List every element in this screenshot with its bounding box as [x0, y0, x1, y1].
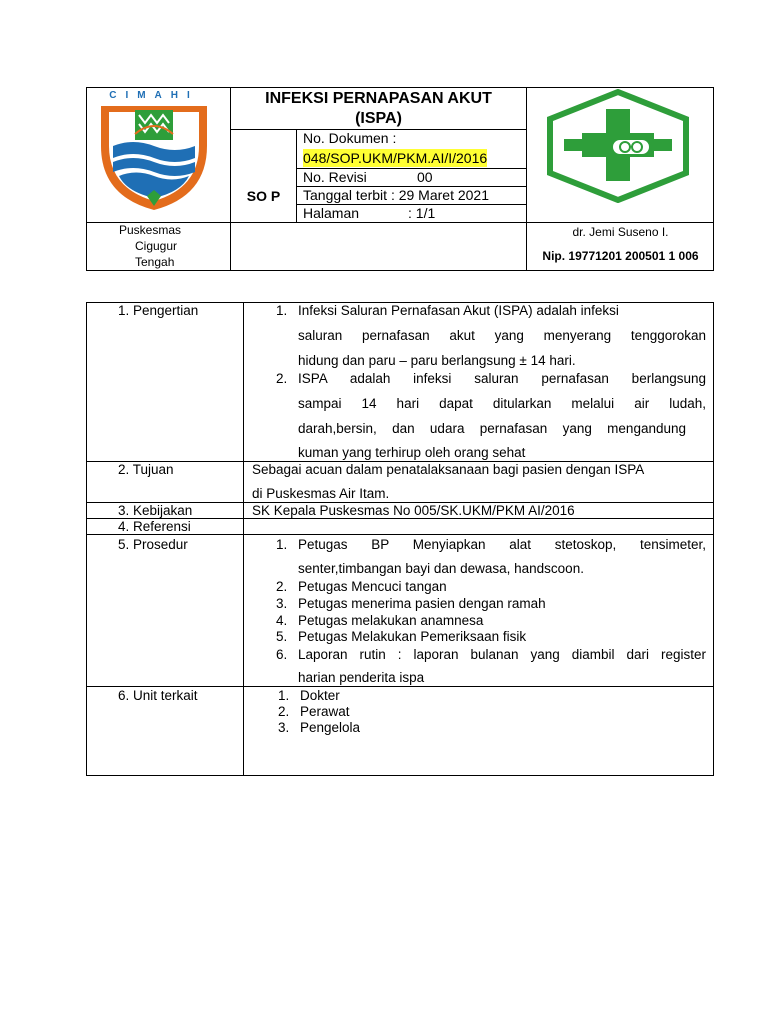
doc-title-line1: INFEKSI PERNAPASAN AKUT — [265, 90, 492, 107]
pengertian-item2-num: 2. — [276, 371, 288, 386]
no-dokumen-label: No. Dokumen : — [303, 130, 397, 146]
unit-item-num: 1. — [278, 688, 290, 703]
section-label-prosedur: 5. Prosedur — [118, 537, 188, 552]
pengertian-item1-line3: hidung dan paru – paru berlangsung ± 14 hari. — [298, 353, 576, 368]
prosedur-item-num: 6. — [276, 647, 288, 662]
prosedur-item-line1: Petugas melakukan anamnesa — [298, 613, 484, 628]
prosedur-item-line1: Petugas BP Menyiapkan alat stetoskop, tensimeter, — [298, 537, 706, 552]
unit-item-text: Perawat — [300, 704, 350, 719]
signer-nip: Nip. 19771201 200501 1 006 — [542, 249, 699, 263]
prosedur-item-line2: harian penderita ispa — [298, 670, 425, 685]
puskesmas-logo — [546, 89, 690, 203]
tujuan-line1: Sebagai acuan dalam penatalaksanaan bagi pasien dengan ISPA — [252, 462, 645, 477]
section-label-pengertian: 1. Pengertian — [118, 303, 199, 318]
no-revisi-value: 00 — [417, 169, 433, 185]
org-line1: Puskesmas — [119, 223, 182, 237]
pengertian-item2-line3: darah,bersin, dan udara pernafasan yang mengandung — [298, 421, 686, 436]
prosedur-item-num: 2. — [276, 579, 288, 594]
cimahi-logo — [95, 88, 213, 216]
pengertian-item2-line1: ISPA adalah infeksi saluran pernafasan berlangsung — [298, 371, 706, 386]
pengertian-item1-num: 1. — [276, 303, 288, 318]
sop-label: SO P — [246, 188, 281, 204]
kebijakan-text: SK Kepala Puskesmas No 005/SK.UKM/PKM AI/2016 — [252, 503, 575, 518]
halaman-label: Halaman — [303, 205, 360, 221]
section-label-referensi: 4. Referensi — [118, 519, 191, 534]
pengertian-item1-line1: Infeksi Saluran Pernafasan Akut (ISPA) adalah infeksi — [298, 303, 619, 318]
no-dokumen-value: 048/SOP.UKM/PKM.AI/I/2016 — [303, 150, 488, 166]
unit-item-text: Dokter — [300, 688, 340, 703]
section-label-unit-terkait: 6. Unit terkait — [118, 688, 198, 703]
halaman-value: : 1/1 — [408, 205, 436, 221]
prosedur-item-num: 5. — [276, 629, 288, 644]
prosedur-item-line1: Petugas menerima pasien dengan ramah — [298, 596, 546, 611]
prosedur-item-line2: senter,timbangan bayi dan dewasa, handscoon. — [298, 561, 584, 576]
prosedur-item-num: 3. — [276, 596, 288, 611]
unit-item-text: Pengelola — [300, 720, 361, 735]
pengertian-item1-line2: saluran pernafasan akut yang menyerang tenggorokan — [298, 328, 706, 343]
org-line3: Tengah — [135, 255, 175, 269]
signer-name: dr. Jemi Suseno I. — [572, 225, 669, 239]
tujuan-line2: di Puskesmas Air Itam. — [252, 486, 390, 501]
prosedur-item-line1: Laporan rutin : laporan bulanan yang diambil dari register — [298, 647, 706, 662]
prosedur-item-num: 4. — [276, 613, 288, 628]
prosedur-item-line1: Petugas Mencuci tangan — [298, 579, 447, 594]
org-line2: Cigugur — [135, 239, 178, 253]
pengertian-item2-line4: kuman yang terhirup oleh orang sehat — [298, 445, 526, 460]
section-label-tujuan: 2. Tujuan — [118, 462, 174, 477]
doc-title-line2: (ISPA) — [355, 110, 402, 127]
tanggal-terbit: Tanggal terbit : 29 Maret 2021 — [303, 187, 490, 203]
prosedur-item-num: 1. — [276, 537, 288, 552]
unit-item-num: 3. — [278, 720, 290, 735]
no-revisi-label: No. Revisi — [303, 169, 367, 185]
section-label-kebijakan: 3. Kebijakan — [118, 503, 193, 518]
prosedur-item-line1: Petugas Melakukan Pemeriksaan fisik — [298, 629, 527, 644]
svg-text:CIMAHI: CIMAHI — [109, 90, 199, 101]
pengertian-item2-line2: sampai 14 hari dapat ditularkan melalui air ludah, — [298, 396, 706, 411]
unit-item-num: 2. — [278, 704, 290, 719]
